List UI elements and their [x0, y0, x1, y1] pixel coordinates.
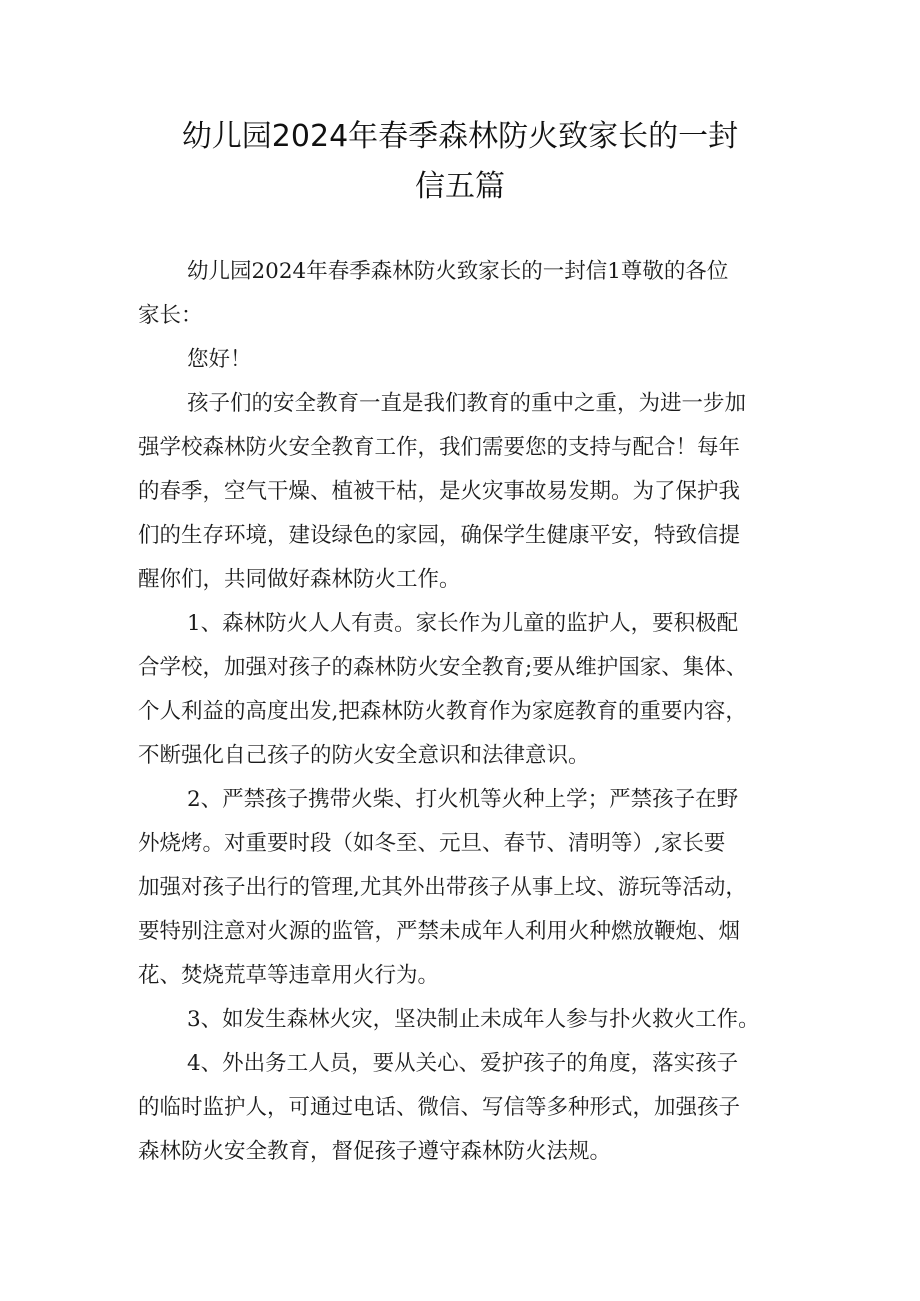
body-line: 醒你们，共同做好森林防火工作。	[138, 567, 461, 592]
body-line: 的春季，空气干燥、植被干枯，是火灾事故易发期。为了保护我	[138, 479, 741, 504]
body-line: 外烧烤。对重要时段（如冬至、元旦、春节、清明等）,家长要	[138, 831, 726, 856]
body-line: 幼儿园2024年春季森林防火致家长的一封信1尊敬的各位	[187, 259, 729, 284]
document-title-line-2: 信五篇	[415, 169, 505, 204]
body-line: 1、森林防火人人有责。家长作为儿童的监护人，要积极配	[187, 611, 739, 636]
body-line: 森林防火安全教育，督促孩子遵守森林防火法规。	[138, 1139, 612, 1164]
body-line: 的临时监护人，可通过电话、微信、写信等多种形式，加强孩子	[138, 1095, 741, 1120]
body-line: 4、外出务工人员，要从关心、爱护孩子的角度，落实孩子	[187, 1051, 739, 1076]
body-line: 3、如发生森林火灾，坚决制止未成年人参与扑火救火工作。	[187, 1007, 760, 1032]
body-line: 2、严禁孩子携带火柴、打火机等火种上学；严禁孩子在野	[187, 787, 739, 812]
body-line: 个人利益的高度出发,把森林防火教育作为家庭教育的重要内容，	[138, 699, 747, 724]
body-line: 要特别注意对火源的监管，严禁未成年人利用火种燃放鞭炮、烟	[138, 919, 741, 944]
body-line: 您好！	[187, 347, 252, 372]
body-line: 们的生存环境，建设绿色的家园，确保学生健康平安，特致信提	[138, 523, 741, 548]
body-line: 不断强化自己孩子的防火安全意识和法律意识。	[138, 743, 590, 768]
body-line: 孩子们的安全教育一直是我们教育的重中之重，为进一步加	[187, 391, 747, 416]
body-line: 强学校森林防火安全教育工作，我们需要您的支持与配合！每年	[138, 435, 741, 460]
body-line: 合学校，加强对孩子的森林防火安全教育;要从维护国家、集体、	[138, 655, 748, 680]
document-title-line-1: 幼儿园2024年春季森林防火致家长的一封	[181, 119, 739, 154]
body-line: 家长：	[138, 303, 203, 328]
document-body	[138, 250, 798, 1174]
body-line: 花、焚烧荒草等违章用火行为。	[138, 963, 440, 988]
body-line: 加强对孩子出行的管理,尤其外出带孩子从事上坟、游玩等活动，	[138, 875, 747, 900]
